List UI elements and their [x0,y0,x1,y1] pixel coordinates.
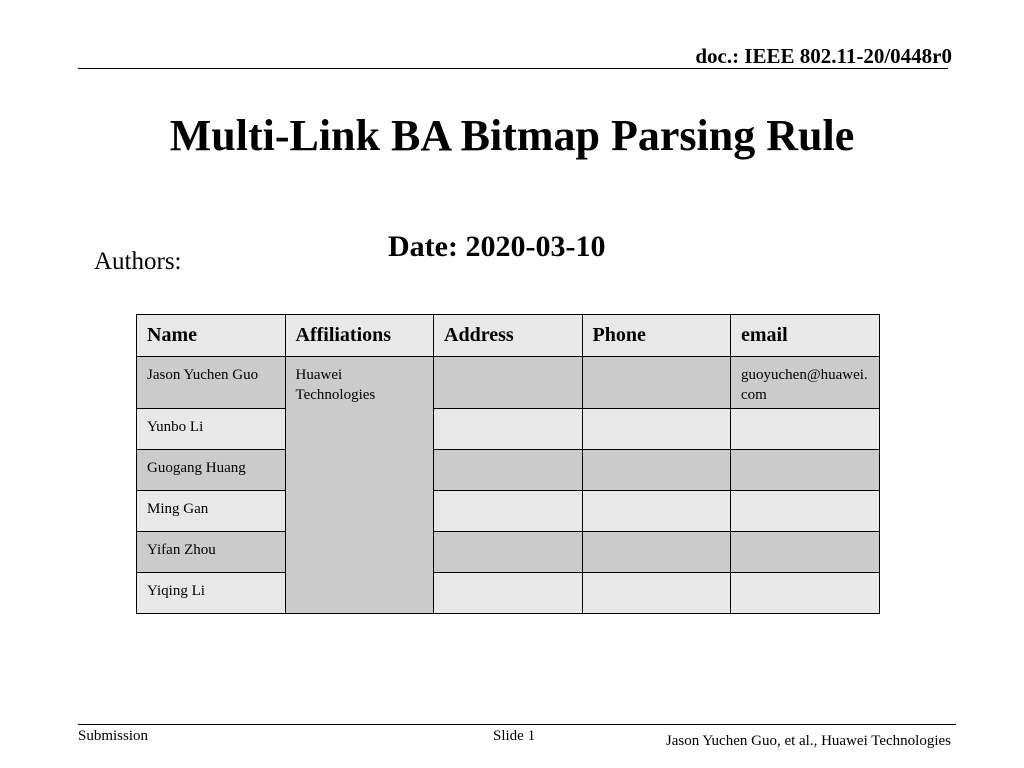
slide-date: Date: 2020-03-10 [388,230,606,263]
author-name: Yifan Zhou [137,532,286,573]
author-address [434,573,583,614]
footer-authors: Jason Yuchen Guo, et al., Huawei Technologies [665,733,951,749]
author-email [731,573,880,614]
author-phone [582,409,731,450]
author-name: Guogang Huang [137,450,286,491]
author-phone [582,450,731,491]
author-address [434,357,583,409]
author-name: Yiqing Li [137,573,286,614]
table-row [137,573,880,614]
table-header-row [137,315,880,357]
author-email [731,357,880,409]
column-header-affiliations: Affiliations [285,315,434,357]
author-name: Yunbo Li [137,409,286,450]
footer-submission: Submission [78,728,149,744]
authors-table [136,314,880,614]
author-address [434,409,583,450]
column-header-address: Address [434,315,583,357]
author-email [731,450,880,491]
slide-number: Slide 1 [493,728,536,744]
author-name: Jason Yuchen Guo [137,357,286,409]
author-address [434,450,583,491]
author-affiliation: Huawei Technologies [285,357,434,614]
column-header-name: Name [137,315,286,357]
table-row [137,491,880,532]
author-address [434,532,583,573]
document-id: doc.: IEEE 802.11-20/0448r0 [695,44,952,68]
author-email-text: guoyuchen@huawei.com [741,367,868,403]
author-name: Ming Gan [137,491,286,532]
table-row [137,357,880,409]
author-address [434,491,583,532]
authors-label: Authors: [94,248,182,275]
table-row [137,450,880,491]
author-email [731,491,880,532]
header-divider [78,68,948,69]
author-email [731,409,880,450]
author-email [731,532,880,573]
table-row [137,409,880,450]
author-phone [582,573,731,614]
column-header-phone: Phone [582,315,731,357]
footer-divider [78,724,956,725]
author-phone [582,357,731,409]
slide-title: Multi-Link BA Bitmap Parsing Rule [169,111,855,160]
author-phone [582,491,731,532]
column-header-email: email [731,315,880,357]
table-row [137,532,880,573]
author-phone [582,532,731,573]
